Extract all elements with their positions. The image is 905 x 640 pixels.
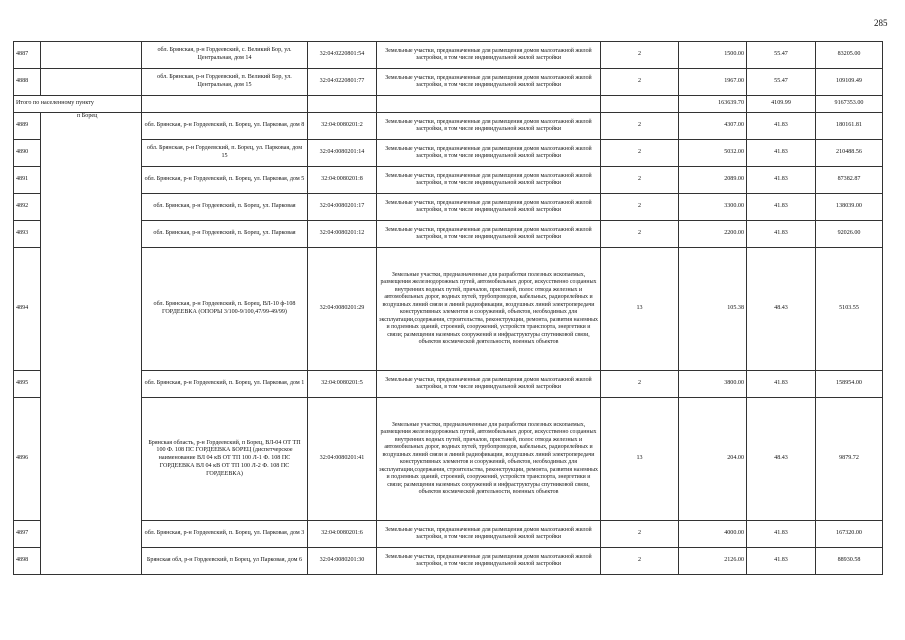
locality-label: п Борец (77, 113, 98, 119)
price-cell: 48.43 (747, 398, 816, 521)
value-cell: 180161.81 (816, 113, 883, 140)
group-cell: 2 (601, 113, 679, 140)
row-number: 4888 (14, 69, 41, 96)
locality-cell (41, 69, 142, 96)
empty-cell (601, 96, 679, 113)
group-cell: 2 (601, 194, 679, 221)
address-cell: обл. Брянская, р-н Гордеевский, с. Великий Бор, ул. Центральная, дом 14 (142, 42, 308, 69)
group-cell: 2 (601, 69, 679, 96)
row-number: 4894 (14, 248, 41, 371)
value-cell: 87382.87 (816, 167, 883, 194)
land-use-cell: Земельные участки, предназначенные для размещения домов малоэтажной жилой застройки, в том числе индивидуальной жилой застройки (377, 194, 601, 221)
land-use-cell: Земельные участки, предназначенные для размещения домов малоэтажной жилой застройки, в том числе индивидуальной жилой застройки (377, 548, 601, 575)
price-cell: 55.47 (747, 42, 816, 69)
area-cell: 4307.00 (679, 113, 747, 140)
address-cell: обл. Брянская, р-н Гордеевский, п. Борец, ул. Парковая, дом 15 (142, 140, 308, 167)
land-use-cell: Земельные участки, предназначенные для размещения домов малоэтажной жилой застройки, в том числе индивидуальной жилой застройки (377, 69, 601, 96)
area-cell: 3300.00 (679, 194, 747, 221)
address-cell: обл. Брянская, р-н Гордеевский, п. Борец, ВЛ-10 ф-108 ГОРДЕЕВКА (ОПОРЫ 3/100-9/100,47/99-49/99) (142, 248, 308, 371)
row-number: 4896 (14, 398, 41, 521)
price-cell: 41.83 (747, 521, 816, 548)
table-row (14, 194, 883, 221)
table-row (14, 221, 883, 248)
subtotal-area: 163639.70 (679, 96, 747, 113)
value-cell: 167320.00 (816, 521, 883, 548)
value-cell: 83205.00 (816, 42, 883, 69)
area-cell: 5032.00 (679, 140, 747, 167)
land-use-cell: Земельные участки, предназначенные для размещения домов малоэтажной жилой застройки, в том числе индивидуальной жилой застройки (377, 221, 601, 248)
cadastral-number: 32:04:0080201:6 (308, 521, 377, 548)
row-number: 4898 (14, 548, 41, 575)
row-number: 4893 (14, 221, 41, 248)
value-cell: 210488.56 (816, 140, 883, 167)
land-use-cell: Земельные участки, предназначенные для разработки полезных ископаемых, размещения железнодорожных путей, автомобильных дорог, искусственно созданных внутренних водных путей, причалов, пристаней, полос отвода железных и автомобильных дорог, водных путей, трубопроводов, кабельных, радиорелейных и воздушных линий связи и линий радиофикации, воздушных линий электропередачи конструктивных элементов и сооружений, объектов, необходимых для эксплуатации,содержания, строительства, реконструкции, ремонта, развития наземных и подземных зданий, строений, сооружений, устройств транспорта, энергетики и связи; размещения наземных сооружений и инфраструктуры спутниковой связи, объектов космической деятельности, военных объектов (377, 248, 601, 371)
page-number: 285 (874, 18, 888, 28)
price-cell: 48.43 (747, 248, 816, 371)
empty-cell (308, 96, 377, 113)
row-number: 4889 (14, 113, 41, 140)
subtotal-label: Итого по населенному пункту (14, 96, 142, 113)
area-cell: 204.00 (679, 398, 747, 521)
address-cell: обл. Брянская, р-н Гордеевский, п. Великий Бор, ул. Центральная, дом 15 (142, 69, 308, 96)
table-row (14, 113, 883, 140)
land-use-cell: Земельные участки, предназначенные для размещения домов малоэтажной жилой застройки, в том числе индивидуальной жилой застройки (377, 140, 601, 167)
row-number: 4895 (14, 371, 41, 398)
area-cell: 4000.00 (679, 521, 747, 548)
row-number: 4897 (14, 521, 41, 548)
table-row (14, 548, 883, 575)
cadastral-number: 32:04:0080201:29 (308, 248, 377, 371)
cadastral-number: 32:04:0080201:17 (308, 194, 377, 221)
group-cell: 2 (601, 521, 679, 548)
land-use-cell: Земельные участки, предназначенные для размещения домов малоэтажной жилой застройки, в том числе индивидуальной жилой застройки (377, 521, 601, 548)
land-use-cell: Земельные участки, предназначенные для размещения домов малоэтажной жилой застройки, в том числе индивидуальной жилой застройки (377, 42, 601, 69)
address-cell: обл. Брянская, р-н Гордеевский, п. Борец, ул. Парковая, дом 5 (142, 167, 308, 194)
row-number: 4890 (14, 140, 41, 167)
locality-name (41, 113, 142, 575)
group-cell: 13 (601, 398, 679, 521)
address-cell: обл. Брянская, р-н Гордеевский, п. Борец, ул. Парковая, дом 1 (142, 371, 308, 398)
row-number: 4891 (14, 167, 41, 194)
subtotal-price: 4109.99 (747, 96, 816, 113)
table-row (14, 140, 883, 167)
price-cell: 41.83 (747, 548, 816, 575)
value-cell: 9879.72 (816, 398, 883, 521)
price-cell: 41.83 (747, 194, 816, 221)
group-cell: 2 (601, 221, 679, 248)
area-cell: 2126.00 (679, 548, 747, 575)
table-row (14, 398, 883, 521)
cadastral-number: 32:04:0080201:41 (308, 398, 377, 521)
subtotal-row (14, 96, 883, 113)
value-cell: 88930.58 (816, 548, 883, 575)
land-use-cell: Земельные участки, предназначенные для размещения домов малоэтажной жилой застройки, в том числе индивидуальной жилой застройки (377, 113, 601, 140)
empty-cell (142, 96, 308, 113)
cadastral-number: 32:04:0080201:5 (308, 371, 377, 398)
row-number: 4887 (14, 42, 41, 69)
row-number: 4892 (14, 194, 41, 221)
area-cell: 2089.00 (679, 167, 747, 194)
value-cell: 109109.49 (816, 69, 883, 96)
price-cell: 41.83 (747, 113, 816, 140)
table-row (14, 69, 883, 96)
cadastral-number: 32:04:0220801:77 (308, 69, 377, 96)
cadastral-number: 32:04:0080201:2 (308, 113, 377, 140)
area-cell: 1967.00 (679, 69, 747, 96)
land-registry-table (13, 41, 883, 575)
table-row (14, 248, 883, 371)
subtotal-value: 9167353.00 (816, 96, 883, 113)
group-cell: 2 (601, 371, 679, 398)
value-cell: 138039.00 (816, 194, 883, 221)
value-cell: 92026.00 (816, 221, 883, 248)
price-cell: 41.83 (747, 167, 816, 194)
land-use-cell: Земельные участки, предназначенные для разработки полезных ископаемых, размещения железнодорожных путей, автомобильных дорог, искусственно созданных внутренних водных путей, причалов, пристаней, полос отвода железных и автомобильных дорог, водных путей, трубопроводов, кабельных, радиорелейных и воздушных линий связи и линий радиофикации, воздушных линий электропередачи конструктивных элементов и сооружений, объектов, необходимых для эксплуатации,содержания, строительства, реконструкции, ремонта, развития наземных и подземных зданий, строений, сооружений, устройств транспорта, энергетики и связи; размещения наземных сооружений и инфраструктуры спутниковой связи, объектов космической деятельности, военных объектов (377, 398, 601, 521)
table-row (14, 521, 883, 548)
locality-cell (41, 42, 142, 69)
address-cell: Брянская область, р-н Гордеевский, п Борец, ВЛ-04 ОТ ТП 100 Ф. 108 ПС ГОРДЕЕВКА БОРЕЦ (диспетчерское наименование ВЛ 04 кВ ОТ ТП 100 Л-1 Ф. 108 ПС ГОРДЕЕВКА ВЛ 04 кВ ОТ ТП 100 Л-2 Ф. 108 ПС ГОРДЕЕВКА) (142, 398, 308, 521)
address-cell: Брянская обл, р-н Гордеевский, п Борец, ул Парковая, дом 6 (142, 548, 308, 575)
land-use-cell: Земельные участки, предназначенные для размещения домов малоэтажной жилой застройки, в том числе индивидуальной жилой застройки (377, 167, 601, 194)
cadastral-number: 32:04:0080201:12 (308, 221, 377, 248)
table-row (14, 167, 883, 194)
value-cell: 5103.55 (816, 248, 883, 371)
cadastral-number: 32:04:0080201:8 (308, 167, 377, 194)
area-cell: 1500.00 (679, 42, 747, 69)
cadastral-number: 32:04:0080201:30 (308, 548, 377, 575)
group-cell: 2 (601, 140, 679, 167)
address-cell: обл. Брянская, р-н Гордеевский, п. Борец, ул. Парковая, дом 8 (142, 113, 308, 140)
land-use-cell: Земельные участки, предназначенные для размещения домов малоэтажной жилой застройки, в том числе индивидуальной жилой застройки (377, 371, 601, 398)
price-cell: 55.47 (747, 69, 816, 96)
group-cell: 2 (601, 548, 679, 575)
area-cell: 3800.00 (679, 371, 747, 398)
group-cell: 13 (601, 248, 679, 371)
address-cell: обл. Брянская, р-н Гордеевский, п. Борец, ул. Парковая (142, 194, 308, 221)
table-row (14, 42, 883, 69)
address-cell: обл. Брянская, р-н Гордеевский, п. Борец, ул. Парковая (142, 221, 308, 248)
value-cell: 158954.00 (816, 371, 883, 398)
table-row (14, 371, 883, 398)
price-cell: 41.83 (747, 371, 816, 398)
area-cell: 2200.00 (679, 221, 747, 248)
cadastral-number: 32:04:0080201:14 (308, 140, 377, 167)
price-cell: 41.83 (747, 140, 816, 167)
empty-cell (377, 96, 601, 113)
address-cell: обл. Брянская, р-н Гордеевский, п. Борец, ул. Парковая, дом 3 (142, 521, 308, 548)
group-cell: 2 (601, 167, 679, 194)
cadastral-number: 32:04:0220801:54 (308, 42, 377, 69)
price-cell: 41.83 (747, 221, 816, 248)
area-cell: 105.38 (679, 248, 747, 371)
group-cell: 2 (601, 42, 679, 69)
